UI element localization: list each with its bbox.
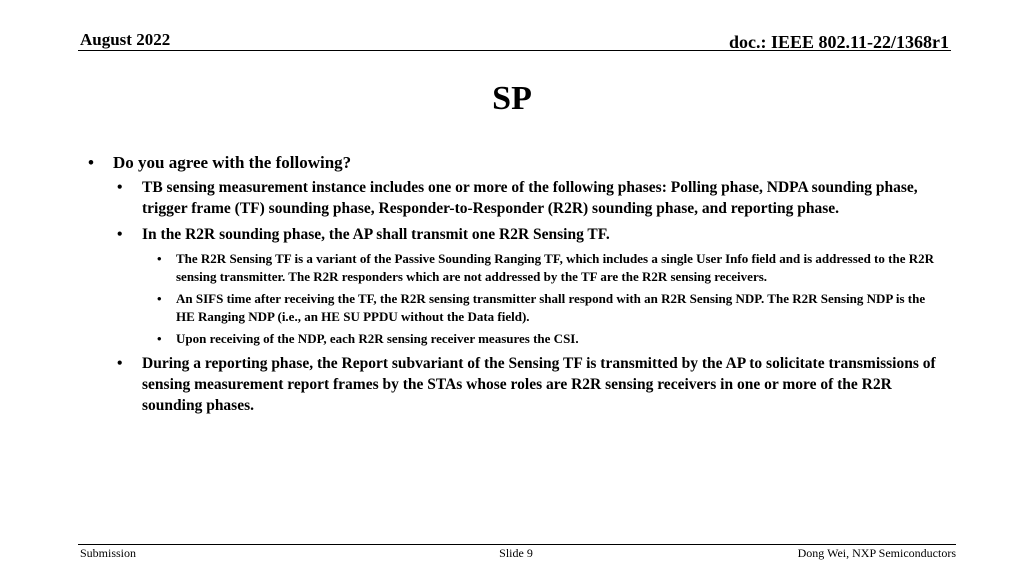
bullet-r2r-sensing-tf — [80, 250, 940, 285]
bullet-text: TB sensing measurement instance includes one or more of the following phases: Polling phase, NDPA sounding phase, trigger frame (TF) sounding phase, Responder-to-Responder (R2R) sounding phase, and reporting phase. — [142, 179, 918, 217]
bullet-dot-icon: • — [117, 226, 123, 243]
slide-title: SP — [492, 80, 532, 117]
footer-slide-number: Slide 9 — [499, 546, 533, 560]
bullet-dot-icon: • — [117, 354, 123, 372]
bullet-csi-measure — [80, 330, 940, 348]
bullet-text: An SIFS time after receiving the TF, the R2R sensing transmitter shall respond with an R2R Sensing NDP. The R2R Sensing NDP is the HE Ranging NDP (i.e., an HE SU PPDU without the Data field). — [176, 291, 926, 324]
header-divider — [78, 50, 951, 51]
bullet-text: Upon receiving of the NDP, each R2R sensing receiver measures the CSI. — [176, 331, 579, 346]
bullet-dot-icon: • — [157, 251, 162, 266]
bullet-sifs-response — [80, 290, 940, 325]
header-date: August 2022 — [80, 30, 171, 49]
bullet-text: Do you agree with the following? — [113, 153, 352, 172]
bullet-text: The R2R Sensing TF is a variant of the Passive Sounding Ranging TF, which includes a single User Info field and is addressed to the R2R sensing transmitter. The R2R responders which are not addressed by the TF are the R2R sensing receivers. — [176, 251, 934, 284]
header-doc-id: doc.: IEEE 802.11-22/1368r1 — [728, 32, 949, 52]
bullet-dot-icon: • — [157, 331, 162, 346]
bullet-r2r-sounding — [80, 224, 940, 245]
slide-body — [80, 152, 940, 421]
bullet-dot-icon: • — [117, 179, 123, 196]
bullet-dot-icon: • — [157, 291, 162, 306]
bullet-phases — [80, 177, 940, 219]
footer-divider — [78, 544, 956, 545]
bullet-question — [80, 152, 940, 174]
bullet-text: During a reporting phase, the Report subvariant of the Sensing TF is transmitted by the AP to solicitate transmissions of sensing measurement report frames by the STAs whose roles are R2R sensing receivers in one or more of the R2R sounding phases. — [142, 354, 936, 414]
footer-author: Dong Wei, NXP Semiconductors — [797, 546, 956, 560]
bullet-dot-icon: • — [88, 153, 94, 172]
bullet-text: In the R2R sounding phase, the AP shall transmit one R2R Sensing TF. — [142, 226, 610, 243]
footer-submission: Submission — [80, 546, 137, 560]
bullet-reporting-phase — [80, 353, 940, 416]
